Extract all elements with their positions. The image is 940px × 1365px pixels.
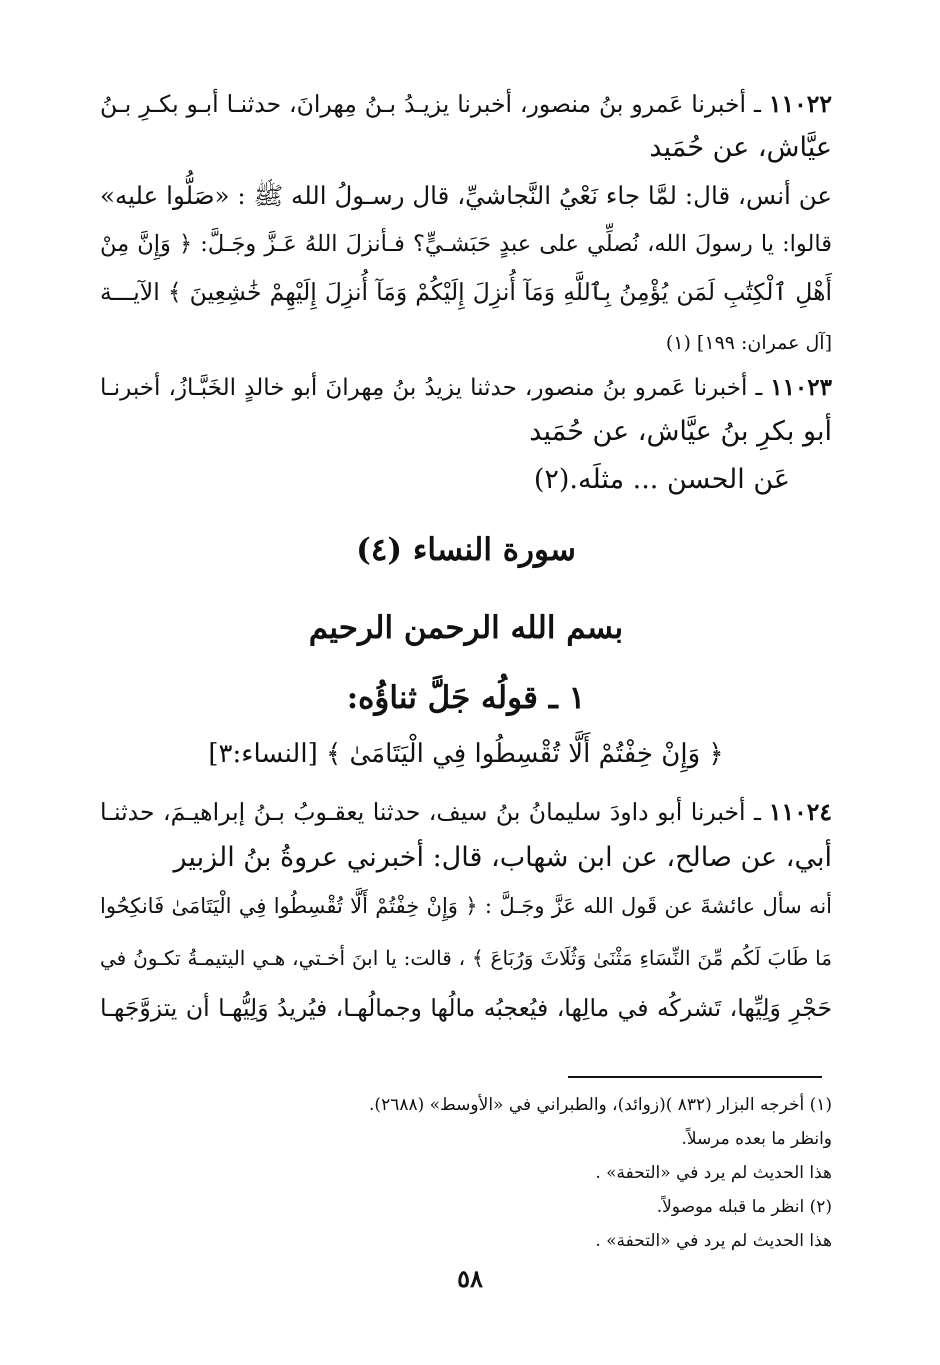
basmala: بسم الله الرحمن الرحيم: [308, 610, 624, 646]
hadith-number: ١١٠٢٣: [770, 374, 832, 401]
hadith-11024-line-5: حَجْرِ وَلِيِّها، تَشركُه في مالِها، فيُعجبُه مالُها وجمالُهـا، فيُريدُ وَلِيُّهـا أن يتزوَّجَهـا: [100, 994, 832, 1022]
section-heading: ١ ـ قولُه جَلَّ ثناؤُه:: [346, 680, 586, 716]
hadith-11024-line-3: أنه سأل عائشةَ عن قَول الله عَزَّ وجَـلَّ : ﴿ وَإِنْ خِفْتُمْ أَلَّا تُقْسِطُوا فِي الْيَتَامَىٰ فَانكِحُوا: [100, 894, 832, 918]
hadith-number: ١١٠٢٢: [768, 90, 832, 118]
footnote-1-tuhfa: هذا الحديث لم يرد في «التحفة» .: [595, 1163, 832, 1183]
footnote-1-note: وانظر ما بعده مرسلاً.: [681, 1129, 832, 1149]
footnote-1: (١) أخرجه البزار (٨٣٢ )(زوائد)، والطبراني في «الأوسط» (٢٦٨٨).: [369, 1095, 832, 1115]
footnote-separator: [568, 1076, 822, 1078]
hadith-11024-line-2: أبي، عن صالح، عن ابن شهاب، قال: أخبرني عروةُ بنُ الزبير: [173, 842, 832, 873]
verse-heading: ﴿ وَإِنْ خِفْتُمْ أَلَّا تُقْسِطُوا فِي الْيَتَامَىٰ ﴾ [النساء:٣]: [208, 739, 724, 769]
footnote-2-tuhfa: هذا الحديث لم يرد في «التحفة» .: [595, 1231, 832, 1251]
footnote-2: (٢) انظر ما قبله موصولاً.: [656, 1197, 832, 1217]
hadith-11023-line-2: أبو بكرِ بنُ عيَّاش، عن حُمَيد: [529, 416, 832, 447]
hadith-11022-line-5: أَهْلِ ٱلْكِتَٰبِ لَمَن يُؤْمِنُ بِٱللَّهِ وَمَآ أُنزِلَ إِلَيْكُمْ وَمَآ أُنزِلَ إِلَيْهِمْ خَٰشِعِينَ ﴾ الآيـــة: [100, 278, 832, 306]
hadith-11022-line-1: ١١٠٢٢ـ أخبرنا عَمرو بنُ منصور، أخبرنا يزيـدُ بـنُ مِهرانَ، حدثنـا أبـو بكـرِ بـنُ: [100, 90, 832, 118]
hadith-11023-line-3: عَن الحسن ... مثلَه.(٢): [533, 464, 790, 495]
page-number: ٥٨: [457, 1264, 483, 1293]
hadith-11023-line-1: ١١٠٢٣ـ أخبرنا عَمرو بنُ منصور، حدثنا يزيدُ بنُ مِهرانَ أبو خالدٍ الخَبَّـازُ، أخبرنـا: [100, 374, 832, 401]
surah-title: سورة النساء (٤): [356, 532, 576, 568]
hadith-11024-line-4: مَا طَابَ لَكُم مِّنَ النِّسَاءِ مَثْنَىٰ وَثُلَاثَ وَرُبَاعَ ﴾ ، قالت: يا ابنَ أخـتي، هـي اليتيمـةُ تكـونُ في: [100, 946, 832, 970]
hadith-11022-line-4: قالوا: يا رسولَ الله، نُصلِّي على عبدٍ حَبَشـيٍّ؟ فـأنزلَ اللهُ عَـزَّ وجَـلَّ: ﴿ وَإِنَّ مِنْ: [100, 231, 832, 257]
hadith-11022-reference: [آل عمران: ١٩٩] (١): [665, 332, 832, 354]
hadith-11024-line-1: ١١٠٢٤ـ أخبرنا أبو داودَ سليمانُ بنُ سيف، حدثنا يعقـوبُ بـنُ إبراهيـمَ، حدثنـا: [100, 798, 832, 826]
hadith-11022-line-2: عيَّاش، عن حُمَيد: [649, 132, 832, 163]
hadith-number: ١١٠٢٤: [768, 798, 832, 826]
hadith-11022-line-3: عن أنس، قال: لمَّا جاء نَعْيُ النَّجاشيِّ، قال رسـولُ الله ﷺ : «صَلُّوا عليه»: [100, 181, 832, 210]
